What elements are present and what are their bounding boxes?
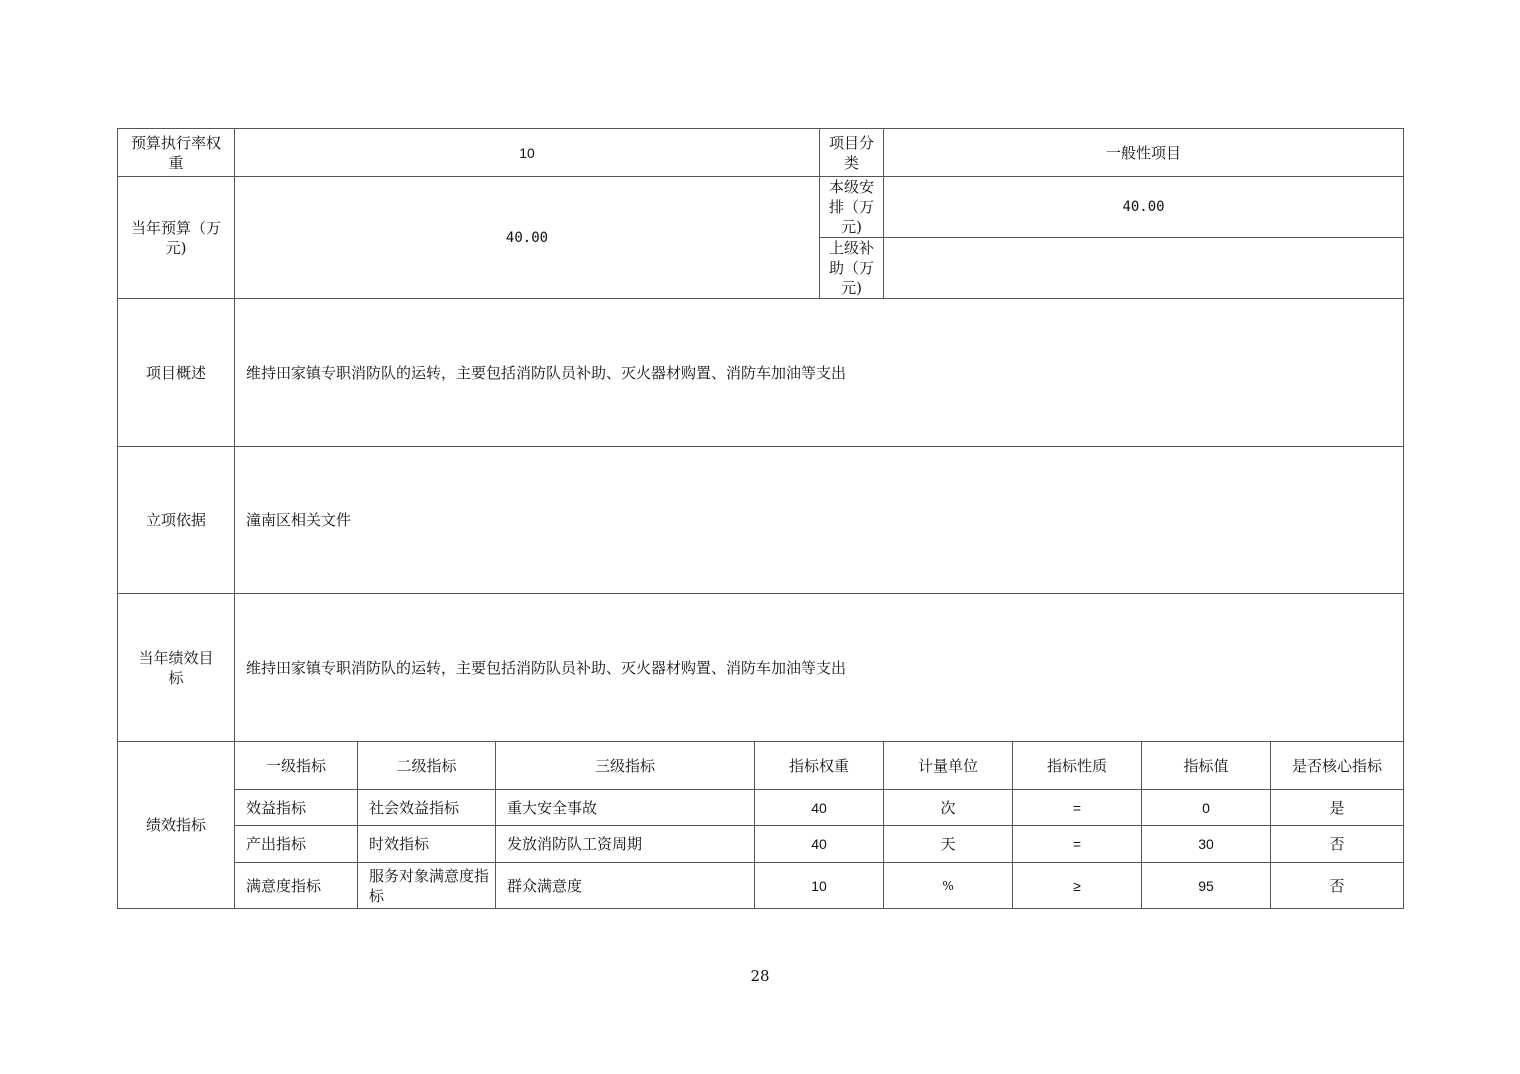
- project-performance-table: [117, 128, 1403, 909]
- basis-value: 潼南区相关文件: [235, 447, 1404, 594]
- table-row: [118, 863, 1404, 909]
- annual-budget-label: 当年预算（万元): [118, 177, 235, 299]
- row3-nature: ≥: [1013, 863, 1142, 909]
- table-row: [118, 826, 1404, 863]
- row1-level1: 效益指标: [235, 790, 358, 826]
- header-weight: 指标权重: [755, 742, 884, 790]
- header-unit: 计量单位: [884, 742, 1013, 790]
- row2-level1: 产出指标: [235, 826, 358, 863]
- row3-unit: %: [884, 863, 1013, 909]
- indicators-header-row: [118, 742, 1404, 790]
- row3-weight: 10: [755, 863, 884, 909]
- row1-value: 0: [1142, 790, 1271, 826]
- annual-budget-value: 40.00: [235, 177, 820, 299]
- header-nature: 指标性质: [1013, 742, 1142, 790]
- indicators-label: 绩效指标: [118, 742, 235, 909]
- budget-rate-weight-value: 10: [235, 129, 820, 177]
- row2-core: 否: [1271, 826, 1404, 863]
- row1-nature: =: [1013, 790, 1142, 826]
- row3-level1: 满意度指标: [235, 863, 358, 909]
- annual-goal-value: 维持田家镇专职消防队的运转，主要包括消防队员补助、灭火器材购置、消防车加油等支出: [235, 594, 1404, 742]
- header-level3: 三级指标: [496, 742, 755, 790]
- header-value: 指标值: [1142, 742, 1271, 790]
- header-core: 是否核心指标: [1271, 742, 1404, 790]
- overview-label: 项目概述: [118, 299, 235, 447]
- page-number: 28: [750, 967, 770, 985]
- row3-level3: 群众满意度: [496, 863, 755, 909]
- row2-nature: =: [1013, 826, 1142, 863]
- local-arrangement-value: 40.00: [884, 177, 1404, 238]
- row1-core: 是: [1271, 790, 1404, 826]
- row1-level3: 重大安全事故: [496, 790, 755, 826]
- table-row: [118, 790, 1404, 826]
- project-category-label: 项目分类: [820, 129, 884, 177]
- row2-value: 30: [1142, 826, 1271, 863]
- header-level1: 一级指标: [235, 742, 358, 790]
- superior-subsidy-label: 上级补助（万元): [820, 238, 884, 299]
- row3-level2: 服务对象满意度指标: [358, 863, 496, 909]
- row2-unit: 天: [884, 826, 1013, 863]
- overview-value: 维持田家镇专职消防队的运转，主要包括消防队员补助、灭火器材购置、消防车加油等支出: [235, 299, 1404, 447]
- row1-weight: 40: [755, 790, 884, 826]
- row2-weight: 40: [755, 826, 884, 863]
- row3-core: 否: [1271, 863, 1404, 909]
- superior-subsidy-value: [884, 238, 1404, 299]
- project-category-value: 一般性项目: [884, 129, 1404, 177]
- annual-goal-label: 当年绩效目标: [118, 594, 235, 742]
- header-level2: 二级指标: [358, 742, 496, 790]
- row2-level2: 时效指标: [358, 826, 496, 863]
- row1-unit: 次: [884, 790, 1013, 826]
- row3-value: 95: [1142, 863, 1271, 909]
- budget-rate-weight-label: 预算执行率权重: [118, 129, 235, 177]
- basis-label: 立项依据: [118, 447, 235, 594]
- row2-level3: 发放消防队工资周期: [496, 826, 755, 863]
- local-arrangement-label: 本级安排（万元): [820, 177, 884, 238]
- row1-level2: 社会效益指标: [358, 790, 496, 826]
